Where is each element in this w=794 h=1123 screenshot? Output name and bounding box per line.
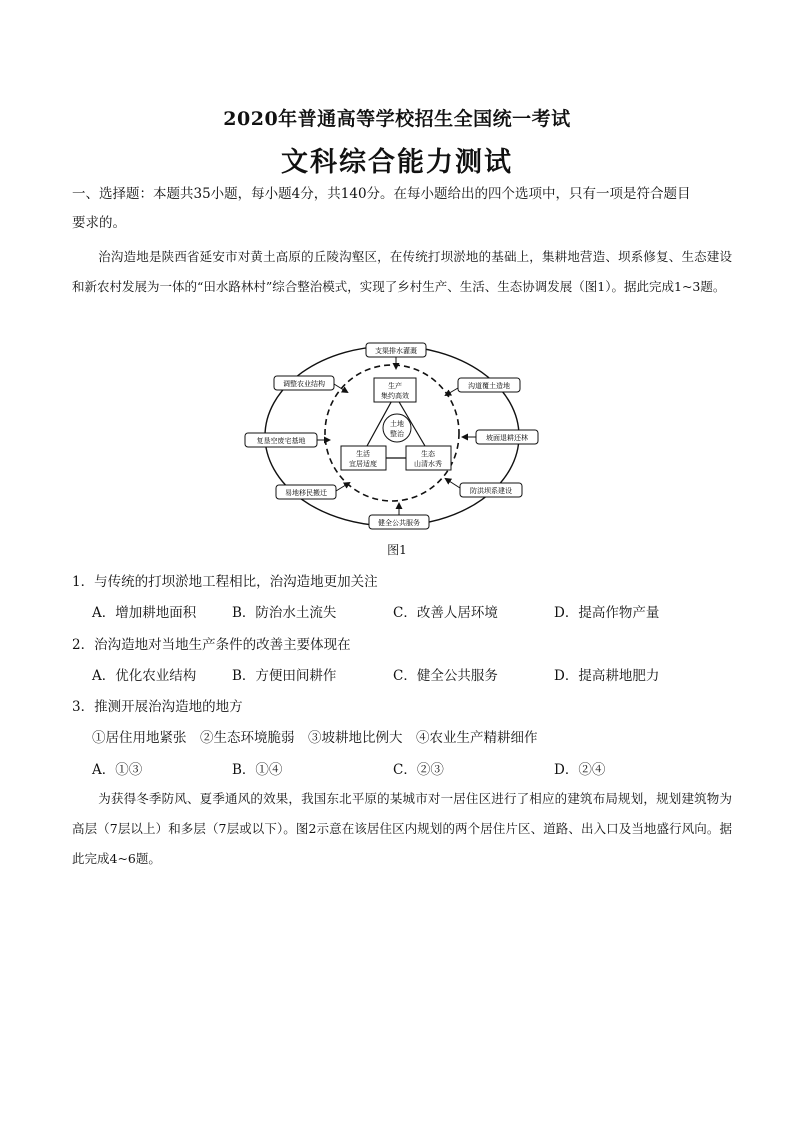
measure-flood-dam [446, 479, 522, 497]
question-1-stem: 1．与传统的打坝淤地工程相比，治沟造地更加关注 [72, 574, 378, 590]
q1-option-d[interactable]: D．提高作物产量 [554, 605, 660, 621]
passage-1: 治沟造地是陕西省延安市对黄土高原的丘陵沟壑区，在传统打坝淤地的基础上，集耕地营造、坝系修复、生态建设和新农村发展为一体的“田水路林村”综合整治模式，实现了乡村生产、生活、生态协调发展（图1）。据此完成1~3题。 [72, 249, 732, 294]
measure-slope-forest [463, 430, 538, 444]
q2-option-a[interactable]: A．优化农业结构 [92, 668, 197, 684]
q3-option-b[interactable]: B．①④ [232, 762, 283, 778]
node-living [341, 446, 386, 470]
node-production-line2: 集约高效 [381, 392, 409, 400]
center-line1: 土地 [390, 420, 404, 428]
measure-agri-structure [274, 376, 347, 392]
svg-text:调整农业结构: 调整农业结构 [283, 380, 325, 388]
q3-option-a[interactable]: A．①③ [92, 762, 143, 778]
section-instruction [72, 180, 732, 238]
node-ecology [406, 446, 451, 470]
svg-text:支渠排水灌溉: 支渠排水灌溉 [375, 347, 417, 355]
measure-gully-soil [446, 378, 520, 395]
node-ecology-line1: 生态 [421, 450, 435, 458]
q1-option-b[interactable]: B．防治水土流失 [232, 605, 337, 621]
svg-text:易地移民搬迁: 易地移民搬迁 [285, 489, 327, 497]
center-line2: 整治 [390, 430, 404, 438]
figure-1 [240, 338, 540, 542]
measure-public-service [369, 504, 429, 529]
node-ecology-line2: 山清水秀 [414, 460, 442, 468]
instruction-line-1: 一、选择题：本题共35小题，每小题4分，共140分。在每小题给出的四个选项中，只有一项是符合题目 [72, 186, 691, 202]
q3-option-d[interactable]: D．②④ [554, 762, 606, 778]
question-2-stem: 2．治沟造地对当地生产条件的改善主要体现在 [72, 637, 351, 653]
q1-option-a[interactable]: A．增加耕地面积 [92, 605, 197, 621]
question-3-stem: 3．推测开展治沟造地的地方 [72, 699, 243, 715]
figure-1-diagram [240, 338, 540, 538]
node-living-line1: 生活 [356, 450, 370, 458]
measure-reclaim-homestead [245, 433, 329, 447]
svg-text:健全公共服务: 健全公共服务 [378, 519, 420, 527]
q1-option-c[interactable]: C．改善人居环境 [393, 605, 498, 621]
q3-option-c[interactable]: C．②③ [393, 762, 444, 778]
exam-title: 2020年普通高等学校招生全国统一考试 [223, 108, 571, 130]
q2-option-b[interactable]: B．方便田间耕作 [232, 668, 337, 684]
node-living-line2: 宜居适度 [349, 460, 377, 468]
measure-branch-irrigation [366, 343, 426, 368]
q2-option-d[interactable]: D．提高耕地肥力 [554, 668, 660, 684]
node-production-line1: 生产 [388, 382, 402, 390]
q2-option-c[interactable]: C．健全公共服务 [393, 668, 498, 684]
passage-2: 为获得冬季防风、夏季通风的效果，我国东北平原的某城市对一居住区进行了相应的建筑布局规划，规划建筑物为高层（7层以上）和多层（7层或以下）。图2示意在该居住区内规划的两个居住片区、道路、出入口及当地盛行风向。据此完成4~6题。 [72, 791, 732, 866]
measure-relocation [276, 483, 349, 499]
svg-text:沟道覆土造地: 沟道覆土造地 [468, 382, 510, 390]
figure-1-caption: 图1 [387, 543, 407, 557]
svg-text:复垦空废宅基地: 复垦空废宅基地 [256, 437, 306, 445]
exam-subtitle: 文科综合能力测试 [281, 147, 513, 178]
q3-statements: ①居住用地紧张 ②生态环境脆弱 ③坡耕地比例大 ④农业生产精耕细作 [92, 730, 538, 746]
node-land-consolidation [383, 414, 411, 442]
instruction-line-2: 要求的。 [72, 215, 126, 231]
svg-text:坡面退耕还林: 坡面退耕还林 [486, 434, 528, 442]
svg-text:防洪坝系建设: 防洪坝系建设 [470, 487, 512, 495]
node-production [374, 378, 416, 402]
